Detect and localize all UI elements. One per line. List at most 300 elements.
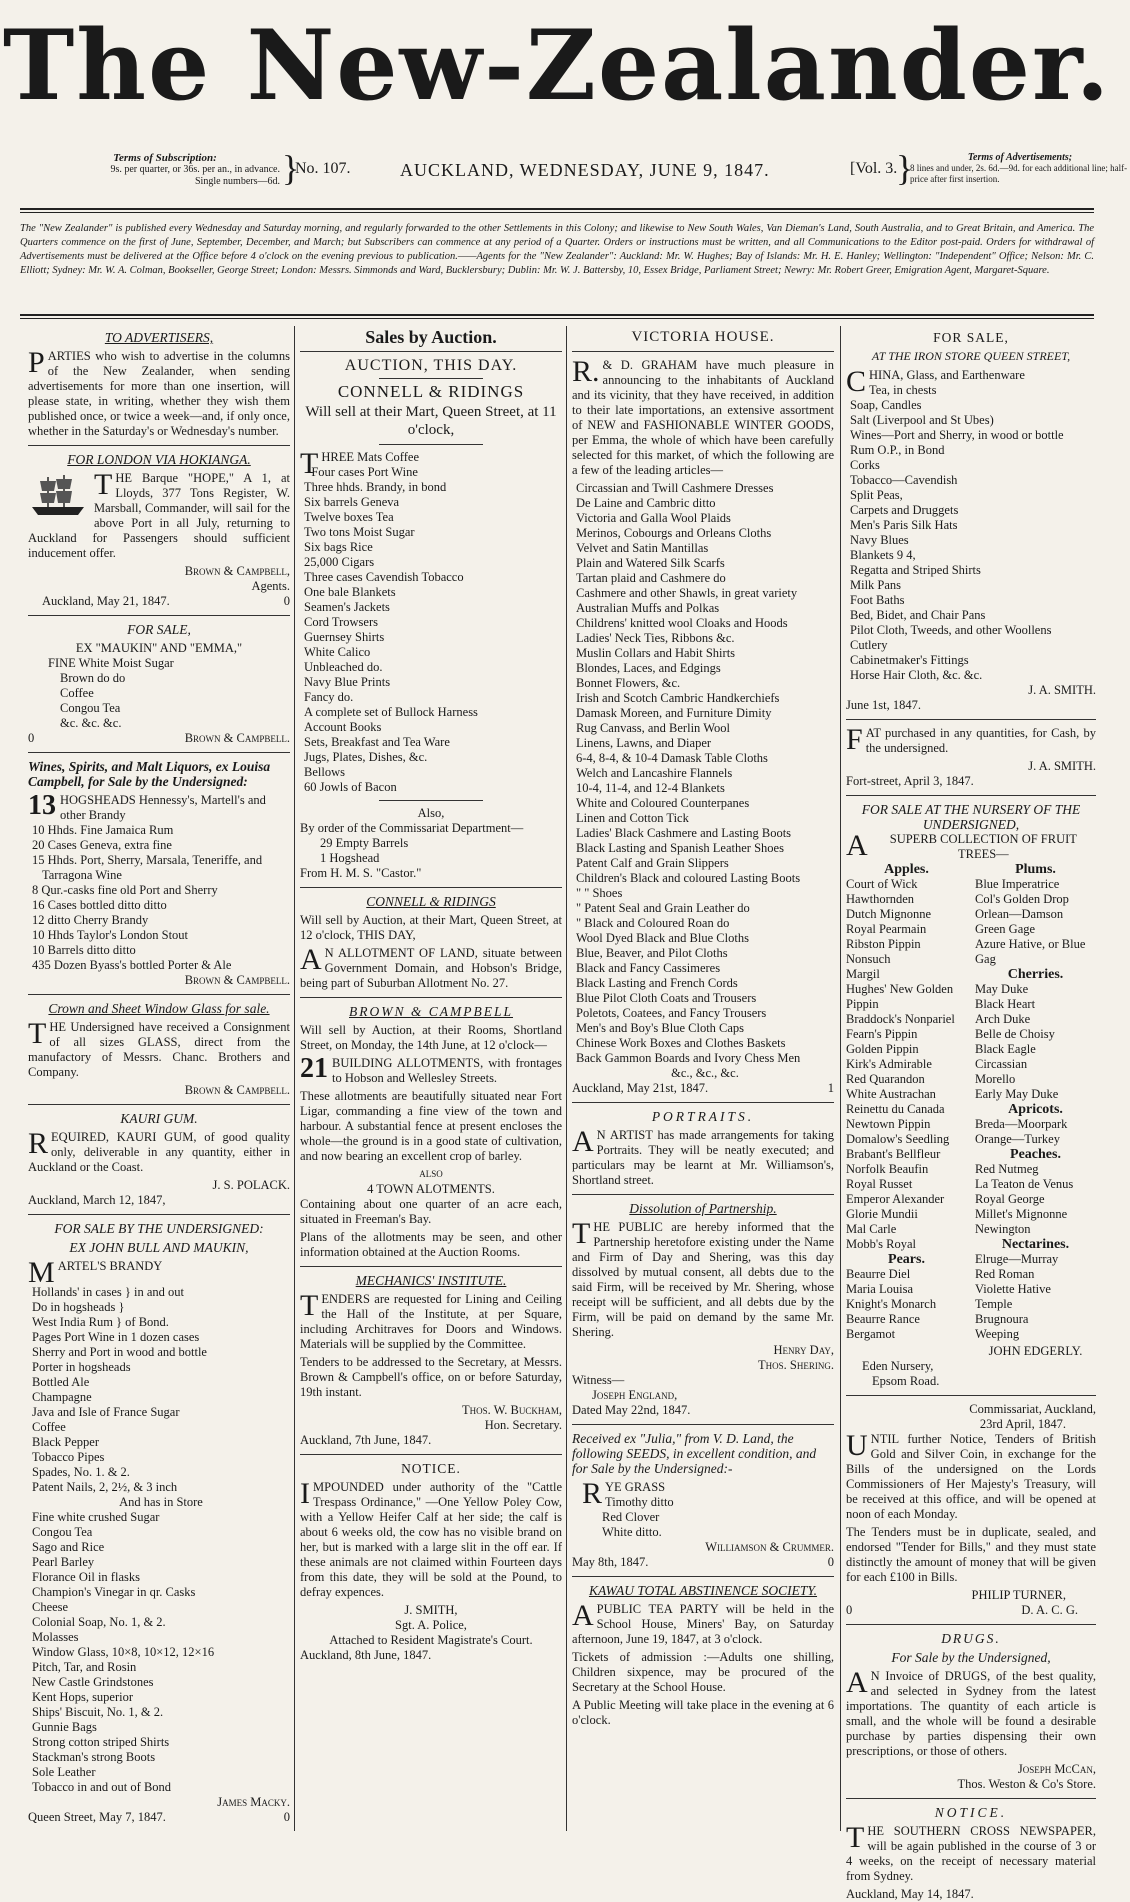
list-item: Elruge—Murray <box>975 1252 1059 1266</box>
list-item: Coffee <box>32 1420 66 1434</box>
iron-store-subheader: AT THE IRON STORE QUEEN STREET, <box>871 349 1071 363</box>
sale-header: FOR SALE, <box>127 622 191 637</box>
fat-text: FAT purchased in any quantities, for Cash, by the undersigned. <box>846 723 1096 756</box>
subscription-terms <box>50 152 280 188</box>
signature: J. A. SMITH. <box>1028 683 1096 697</box>
divider <box>20 212 1094 213</box>
brace-glyph: } <box>282 148 300 188</box>
divider <box>572 1576 834 1577</box>
divider <box>28 1104 290 1105</box>
goods-list <box>572 481 834 1081</box>
date-text: Queen Street, May 7, 1847. <box>28 1810 166 1824</box>
signature: Henry Day, <box>773 1343 834 1357</box>
divider <box>846 1624 1096 1625</box>
ship-icon <box>28 473 88 519</box>
date-text: June 1st, 1847. <box>846 698 921 712</box>
list-item: Kirk's Admirable <box>846 1057 932 1071</box>
plums-title: Plums. <box>1015 862 1056 877</box>
list-item: Pearl Barley <box>32 1555 95 1569</box>
signature: Joseph McCan, <box>1017 1762 1096 1776</box>
london-text: THE Barque "HOPE," A 1, at Lloyds, 377 Tons Register, W. Marsball, Commander, will sail for the above Port in all July, returning to Auckland for Passengers should sufficient inducement offer. <box>28 468 290 560</box>
divider <box>20 318 1094 319</box>
advertisers-header: TO ADVERTISERS, <box>104 330 214 345</box>
divider <box>28 752 290 753</box>
fruit-column-right <box>975 862 1096 1359</box>
advertisement-terms-line: 8 lines and under, 2s. 6d.—9d. for each additional line; half-price after first insertion. <box>910 163 1128 184</box>
list-item: 15 Hhds. Port, Sherry, Marsala, Teneriffe, and Tarragona Wine <box>32 853 263 882</box>
kawau-text: A Public Meeting will take place in the evening at 6 o'clock. <box>572 1698 834 1727</box>
list-item: Wines—Port and Sherry, in wood or bottle <box>850 428 1064 442</box>
commissariat-heading: 23rd April, 1847. <box>979 1417 1066 1431</box>
list-item: White Austrachan <box>846 1087 936 1101</box>
list-item: Champion's Vinegar in qr. Casks <box>32 1585 196 1599</box>
list-item: 16 Cases bottled ditto ditto <box>32 898 167 912</box>
signature: Thos. W. Buckham, <box>461 1403 562 1417</box>
list-item: Emperor Alexander <box>846 1192 945 1206</box>
list-item: Soap, Candles <box>850 398 922 412</box>
list-item: 6-4, 8-4, & 10-4 Damask Table Cloths <box>576 751 768 765</box>
list-item: Coffee <box>60 686 94 700</box>
list-item: Col's Golden Drop <box>975 892 1069 906</box>
auction-text: AN ALLOTMENT OF LAND, situate between Government Domain, and Hobson's Bridge, being part of Suburban Allotment No. 27. <box>300 943 562 990</box>
list-item: Black Lasting and Spanish Leather Shoes <box>576 841 784 855</box>
list-item: 20 Cases Geneva, extra fine <box>32 838 172 852</box>
list-item: THREE Mats Coffee <box>300 447 419 480</box>
list-item: Six barrels Geneva <box>304 495 400 509</box>
list-item: Ribston Pippin <box>846 937 921 951</box>
list-item: Linen and Cotton Tick <box>576 811 689 825</box>
divider <box>300 1454 562 1455</box>
victoria-intro: R.& D. GRAHAM have much pleasure in announcing to the inhabitants of Auckland and its vicinity, that they have received, in addition to their late importations, an extensive assortment of NEW and FASHIONABLE WINTER GOODS, per Emma, the whole of which have been carefully selected for this market, of which the following are a few of the leading articles— <box>572 355 834 477</box>
list-item: Sago and Rice <box>32 1540 105 1554</box>
brace-glyph: } <box>896 148 914 188</box>
list-item: Brugnoura <box>975 1312 1029 1326</box>
list-item: Salt (Liverpool and St Ubes) <box>850 413 994 427</box>
list-item: Maria Louisa <box>846 1282 913 1296</box>
publication-notice: The "New Zealander" is published every Wednesday and Saturday morning, and regularly forwarded to the other Settlements in this Colony; and likewise to New South Wales, Van Dieman's Land, South Australia, and to Great Britain, and America. The Quarters commence on the first of June, September, December, and March; but Subscribers can commence at any period of a Quarter. Orders or instructions must be written, and all Communications to the Editor post-paid. Orders for withdrawal of Advertisements must be delivered at the Office before 4 o'clock on the evening previous to publication.——Agents for the "New Zealander": Auckland: Mr. W. Hughes; Bay of Islands: Mr. H. E. Hanley; Wellington: "Independent" Office; Nelson: Mr. C. Elliott; Sydney: Mr. W. A. Colman, Bookseller, George Street; London: Messrs. Simmonds and Ward, Bucklersbury; Dublin: Mr. W. J. Battersby, 10, Essex Bridge, Parliament Street; Newry: Mr. Robert Greer, Emigration Agent, Margaret-Square. <box>20 223 1094 276</box>
notice-header: NOTICE. <box>401 1461 461 1476</box>
list-item: Golden Pippin <box>846 1042 919 1056</box>
signature: Hon. Secretary. <box>484 1418 562 1432</box>
list-item: Sole Leather <box>32 1765 96 1779</box>
list-item: Black Pepper <box>32 1435 99 1449</box>
divider <box>572 1102 834 1103</box>
column-3 <box>572 328 834 1731</box>
undersigned-first-item: MARTEL'S BRANDY <box>28 1256 163 1289</box>
wines-header: Wines, Spirits, and Malt Liquors, ex Louisa Campbell, for Sale by the Undersigned: <box>28 759 271 789</box>
list-item: Milk Pans <box>850 578 902 592</box>
list-item: Australian Muffs and Polkas <box>576 601 720 615</box>
signature: Brown & Campbell, <box>184 564 290 578</box>
list-item: 10 Hhds. Fine Jamaica Rum <box>32 823 174 837</box>
list-item: Seamen's Jackets <box>304 600 390 614</box>
nursery-location: Eden Nursery, <box>862 1359 934 1373</box>
list-item: Unbleached do. <box>304 660 383 674</box>
list-item: Colonial Soap, No. 1, & 2. <box>32 1615 166 1629</box>
divider <box>300 351 562 352</box>
nursery-location: Epsom Road. <box>872 1374 940 1388</box>
list-item: Weeping <box>975 1327 1020 1341</box>
divider <box>20 208 1094 210</box>
dated-line <box>28 594 290 609</box>
list-item: Timothy ditto <box>605 1495 674 1509</box>
divider <box>846 719 1096 720</box>
list-item: Dutch Mignonne <box>846 907 932 921</box>
list-item: White and Coloured Counterpanes <box>576 796 750 810</box>
list-item: Black Heart <box>975 997 1036 1011</box>
list-item: Morello <box>975 1072 1016 1086</box>
list-item: Twelve boxes Tea <box>304 510 394 524</box>
notice-text: THE SOUTHERN CROSS NEWSPAPER, will be again published in the course of 3 or 4 weeks, on the receipt of necessary material from Sydney. <box>846 1821 1096 1883</box>
iron-store-list <box>846 398 1096 683</box>
list-item: Sherry and Port in wood and bottle <box>32 1345 207 1359</box>
peaches-title: Peaches. <box>1010 1147 1061 1162</box>
list-item: Navy Blues <box>850 533 909 547</box>
dated-line <box>572 1555 834 1570</box>
ad-number: 0 <box>283 1810 290 1824</box>
undersigned-list <box>28 1285 290 1795</box>
list-item: Do in hogsheads } <box>32 1300 125 1314</box>
dated-line <box>28 731 290 746</box>
list-item: RYE GRASS <box>582 1477 666 1510</box>
signature: D. A. C. G. <box>1021 1603 1078 1617</box>
ad-number: 0 <box>28 731 35 745</box>
list-item: Bottled Ale <box>32 1375 90 1389</box>
list-item: West India Rum } of Bond. <box>32 1315 169 1329</box>
list-item: Velvet and Satin Mantillas <box>576 541 709 555</box>
nectarines-title: Nectarines. <box>1001 1237 1070 1252</box>
signature: Brown & Campbell. <box>184 1083 290 1097</box>
list-item: Linens, Lawns, and Diaper <box>576 736 712 750</box>
nursery-subheader: ASUPERB COLLECTION OF FRUIT TREES— <box>846 829 1077 862</box>
list-item: Stackman's strong Boots <box>32 1750 156 1764</box>
list-item: Patent Calf and Grain Slippers <box>576 856 729 870</box>
list-item: Black Lasting and French Cords <box>576 976 738 990</box>
list-item: Hawthornden <box>846 892 915 906</box>
list-item: Ladies' Neck Ties, Ribbons &c. <box>576 631 735 645</box>
list-item: Three cases Cavendish Tobacco <box>304 570 464 584</box>
list-item: Violette Hative <box>975 1282 1051 1296</box>
notice-header: NOTICE. <box>934 1805 1008 1820</box>
signature: J. SMITH, <box>404 1603 458 1617</box>
divider <box>846 1395 1096 1396</box>
list-item: Men's and Boy's Blue Cloth Caps <box>576 1021 745 1035</box>
divider <box>300 997 562 998</box>
list-item: &c. &c. &c. <box>60 716 122 730</box>
list-item: Bergamot <box>846 1327 896 1341</box>
signature: Agents. <box>251 579 290 593</box>
list-item: De Laine and Cambric ditto <box>576 496 716 510</box>
allotment-count: 21 <box>300 1053 328 1084</box>
list-item: 10-4, 11-4, and 12-4 Blankets <box>576 781 725 795</box>
witness-name: Joseph England, <box>592 1388 678 1402</box>
list-item: Tea, in chests <box>869 383 937 397</box>
pears-title: Pears. <box>888 1252 925 1267</box>
list-item: Pitch, Tar, and Rosin <box>32 1660 137 1674</box>
list-item: Welch and Lancashire Flannels <box>576 766 733 780</box>
date-text: Fort-street, April 3, 1847. <box>846 774 974 788</box>
auction-today: AUCTION, THIS DAY. <box>344 357 518 374</box>
list-item: Brown do do <box>60 671 126 685</box>
date-text: May 8th, 1847. <box>572 1555 649 1569</box>
list-item: Temple <box>975 1297 1013 1311</box>
from-line: From H. M. S. "Castor." <box>300 866 422 880</box>
list-item: Royal George <box>975 1192 1045 1206</box>
list-item: Hollands' in cases } in and out <box>32 1285 184 1299</box>
list-item: Cashmere and other Shawls, in great variety <box>576 586 798 600</box>
auction-text: These allotments are beautifully situated near Fort Ligar, commanding a fine view of the town and harbour. A substantial fence at present encloses the whole—the ground is in a good state of cultivation, and now bearing an excellent crop of barley. <box>300 1089 562 1163</box>
list-item: Spades, No. 1. & 2. <box>32 1465 130 1479</box>
list-item: Bonnet Flowers, &c. <box>576 676 681 690</box>
list-item: Fearn's Pippin <box>846 1027 918 1041</box>
drugs-text: AN Invoice of DRUGS, of the best quality, and selected in Sydney from the latest importations. The quantity of each article is small, and the whole will be found a desirable purchase by parties dispensing their own prescriptions, or those of others. <box>846 1666 1096 1758</box>
commissariat-text: UNTIL further Notice, Tenders of British Gold and Silver Coin, in exchange for the Bills of the undersigned on the Lords Commissioners of Her Majesty's Treasury, will be received at this office, and will be opened at noon of each Monday. <box>846 1429 1096 1521</box>
list-item: Plain and Watered Silk Scarfs <box>576 556 725 570</box>
signature: Thos. Weston & Co's Store. <box>957 1777 1096 1791</box>
sale-subheader: EX "MAUKIN" AND "EMMA," <box>75 641 243 655</box>
list-item: Sets, Breakfast and Tea Ware <box>304 735 450 749</box>
advertisement-terms-title: Terms of Advertisements; <box>967 152 1073 163</box>
list-item: Circassian and Twill Cashmere Dresses <box>576 481 774 495</box>
apples-title: Apples. <box>884 862 929 877</box>
auction-text: BUILDING ALLOTMENTS, with frontages to Hobson and Wellesley Streets. <box>332 1056 562 1085</box>
list-item: Chinese Work Boxes and Clothes Baskets <box>576 1036 786 1050</box>
divider <box>20 314 1094 316</box>
also-label: Also, <box>417 806 445 820</box>
drugs-header: DRUGS. <box>941 1631 1001 1646</box>
subscription-terms-line: 9s. per quarter, or 36s. per an., in advance. <box>110 164 280 175</box>
list-item: Blue Imperatrice <box>975 877 1060 891</box>
list-item: Damask Moreen, and Furniture Dimity <box>576 706 772 720</box>
column-1 <box>28 328 290 1825</box>
auctioneer-name: CONNELL & RIDINGS <box>337 382 525 401</box>
list-item: Royal Russet <box>846 1177 913 1191</box>
list-item: Red Quarandon <box>846 1072 925 1086</box>
list-item: White ditto. <box>602 1525 662 1539</box>
dated-line <box>572 1081 834 1096</box>
auction-text: Will sell by Auction, at their Rooms, Shortland Street, on Monday, the 14th June, at 12 o'clock— <box>300 1023 562 1052</box>
list-item: Blue, Beaver, and Pilot Cloths <box>576 946 728 960</box>
dissolution-header: Dissolution of Partnership. <box>629 1201 777 1216</box>
list-item: CHINA, Glass, and Earthenware <box>846 365 1025 398</box>
list-item: 60 Jowls of Bacon <box>304 780 397 794</box>
connell-ridings-header: CONNELL & RIDINGS <box>366 894 496 909</box>
iron-store-header: FOR SALE, <box>933 330 1009 345</box>
apricots-title: Apricots. <box>1008 1102 1063 1117</box>
mechanics-text: TENDERS are requested for Lining and Ceiling the Hall of the Institute, at per Square, including Architraves for Doors and Windows. Materials will be supplied by the Committee. <box>300 1289 562 1351</box>
list-item: Green Gage <box>975 922 1036 936</box>
divider <box>572 351 834 352</box>
kauri-header: KAURI GUM. <box>120 1111 198 1126</box>
divider <box>28 615 290 616</box>
auction-header: Sales by Auction. <box>365 327 497 347</box>
list-item: Molasses <box>32 1630 79 1644</box>
list-item: Braddock's Nonpariel <box>846 1012 955 1026</box>
undersigned-header: FOR SALE BY THE UNDERSIGNED: <box>54 1221 264 1236</box>
list-item: Congou Tea <box>60 701 121 715</box>
list-item: May Duke <box>975 982 1029 996</box>
list-item: Gunnie Bags <box>32 1720 97 1734</box>
divider <box>28 445 290 446</box>
list-item: Pages Port Wine in 1 dozen cases <box>32 1330 200 1344</box>
issue-date: AUCKLAND, WEDNESDAY, JUNE 9, 1847. <box>400 160 770 180</box>
list-item: Nonsuch <box>846 952 891 966</box>
list-item: &c., &c., &c. <box>671 1066 739 1080</box>
list-item: Brabant's Bellfleur <box>846 1147 941 1161</box>
ad-number: 0 <box>827 1555 834 1569</box>
list-item: Champagne <box>32 1390 92 1404</box>
portraits-text: AN ARTIST has made arrangements for taking Portraits. They will be neatly executed; and particulars may be learnt at Mr. Williamson's, Shortland street. <box>572 1125 834 1187</box>
wines-first-item <box>28 790 290 823</box>
list-item: Muslin Collars and Habit Shirts <box>576 646 736 660</box>
list-item: Rug Canvass, and Berlin Wool <box>576 721 730 735</box>
list-item: Orlean—Damson <box>975 907 1064 921</box>
list-item: Court of Wick <box>846 877 918 891</box>
divider <box>28 1214 290 1215</box>
undersigned-subheader: EX JOHN BULL AND MAUKIN, <box>69 1240 249 1255</box>
list-item: 29 Empty Barrels <box>320 836 409 850</box>
ad-number: 0 <box>846 1603 853 1617</box>
list-item: Millet's Mignonne <box>975 1207 1068 1221</box>
list-item: Men's Paris Silk Hats <box>850 518 958 532</box>
list-item: One bale Blankets <box>304 585 396 599</box>
list-item: Mobb's Royal <box>846 1237 916 1251</box>
list-item: Java and Isle of France Sugar <box>32 1405 180 1419</box>
auction-text: Containing about one quarter of an acre each, situated in Freeman's Bay. <box>300 1197 562 1226</box>
ad-number: 1 <box>827 1081 834 1095</box>
signature: Brown & Campbell. <box>184 731 290 745</box>
auction-text: Will sell by Auction, at their Mart, Queen Street, at 12 o'clock, THIS DAY, <box>300 913 562 942</box>
auction-text: Plans of the allotments may be seen, and other information obtained at the Auction Rooms. <box>300 1230 562 1259</box>
list-item: Knight's Monarch <box>846 1297 937 1311</box>
column-2 <box>300 328 562 1663</box>
list-item: Red Nutmeg <box>975 1162 1039 1176</box>
divider <box>572 1194 834 1195</box>
list-item: Merinos, Cobourgs and Orleans Cloths <box>576 526 772 540</box>
also-label: ALSO <box>419 1169 443 1179</box>
fruit-column-left <box>846 862 967 1359</box>
list-item: 10 Hhds Taylor's London Stout <box>32 928 189 942</box>
date-text: Auckland, March 12, 1847, <box>28 1193 166 1207</box>
list-item: 10 Barrels ditto ditto <box>32 943 136 957</box>
divider <box>846 1798 1096 1799</box>
seeds-header: Received ex "Julia," from V. D. Land, the following SEEDS, in excellent condition, and for Sale by the Undersigned:- <box>572 1431 817 1476</box>
signature: Thos. Shering. <box>758 1358 834 1372</box>
list-item: Tobacco Pipes <box>32 1450 105 1464</box>
list-item: And has in Store <box>119 1495 203 1509</box>
list-item: Blankets 9 4, <box>850 548 916 562</box>
list-item: Tartan plaid and Cashmere do <box>576 571 726 585</box>
list-item: Arch Duke <box>975 1012 1031 1026</box>
list-item: Breda—Moorpark <box>975 1117 1068 1131</box>
list-item: Congou Tea <box>32 1525 93 1539</box>
list-item: " Patent Seal and Grain Leather do <box>576 901 750 915</box>
list-item: White Calico <box>304 645 371 659</box>
dated-line <box>846 1603 1096 1618</box>
date-text: Auckland, May 14, 1847. <box>846 1887 974 1901</box>
list-item: Split Peas, <box>850 488 903 502</box>
list-item: Margil <box>846 967 880 981</box>
kawau-header: KAWAU TOTAL ABSTINENCE SOCIETY. <box>588 1583 818 1598</box>
issue-number: No. 107. <box>295 160 351 177</box>
date-text: Auckland, May 21st, 1847. <box>572 1081 709 1095</box>
kawau-text: Tickets of admission :—Adults one shilling, Children sixpence, may be procured of the Secretary at the School House. <box>572 1650 834 1694</box>
divider <box>28 994 290 995</box>
date-text: Auckland, 7th June, 1847. <box>300 1433 432 1447</box>
list-item: Belle de Choisy <box>975 1027 1055 1041</box>
fruit-columns <box>846 862 1096 1359</box>
list-item: Royal Pearmain <box>846 922 927 936</box>
wines-count: 13 <box>28 790 56 821</box>
list-item: 25,000 Cigars <box>304 555 375 569</box>
list-item: FINE White Moist Sugar <box>48 656 174 670</box>
list-item: Six bags Rice <box>304 540 373 554</box>
glass-text: THE Undersigned have received a Consignment of all sizes GLASS, direct from the manufactory of Messrs. Chanc. Brothers and Company. <box>28 1017 290 1079</box>
list-item: Wool Dyed Black and Blue Cloths <box>576 931 749 945</box>
list-item: Cord Trowsers <box>304 615 378 629</box>
list-item: Hughes' New Golden Pippin <box>846 982 954 1011</box>
list-item: Foot Baths <box>850 593 905 607</box>
list-item: Cabinetmaker's Fittings <box>850 653 969 667</box>
subscription-terms-title: Terms of Subscription: <box>113 152 217 164</box>
list-item: Cheese <box>32 1600 69 1614</box>
signature: PHILIP TURNER, <box>971 1588 1066 1602</box>
dissolution-text: THE PUBLIC are hereby informed that the Partnership heretofore existing under the Name and Firm of Day and Shering, was this day dissolved by mutual consent, all debts due to the said Firm, will be received by Mr. Shering, whose receipt will be sufficient, and all debts due by the Firm, will be paid on demand by the same Mr. Shering. <box>572 1217 834 1339</box>
list-item: Red Roman <box>975 1267 1035 1281</box>
list-item: Horse Hair Cloth, &c. &c. <box>850 668 983 682</box>
list-item: Porter in hogsheads <box>32 1360 131 1374</box>
divider <box>846 795 1096 796</box>
list-item: Children's Black and coloured Lasting Boots <box>576 871 801 885</box>
divider <box>572 1424 834 1425</box>
list-item: Beaurre Diel <box>846 1267 911 1281</box>
list-item: Tobacco in and out of Bond <box>32 1780 172 1794</box>
list-item: Guernsey Shirts <box>304 630 385 644</box>
masthead-title: The New-Zealander. <box>2 9 1112 122</box>
divider <box>379 800 484 801</box>
witness-label: Witness— <box>572 1373 625 1387</box>
list-item: Florance Oil in flasks <box>32 1570 140 1584</box>
list-item: Cutlery <box>850 638 888 652</box>
column-divider <box>840 326 841 1831</box>
list-item: Irish and Scotch Cambric Handkerchiefs <box>576 691 780 705</box>
list-item: Three hhds. Brandy, in bond <box>304 480 447 494</box>
advertisers-text: PARTIES who wish to advertise in the columns of the New Zealander, when sending advertisements for more than one insertion, will please state, in writing, whether they wish them published once, or twice a week—and, if only once, whether in the Saturday's or Wednesday's number. <box>28 346 290 438</box>
list-item: 12 ditto Cherry Brandy <box>32 913 149 927</box>
kawau-text: APUBLIC TEA PARTY will be held in the School House, Miners' Bay, on Saturday afternoon, June 19, 1847, at 3 o'clock. <box>572 1599 834 1646</box>
column-4 <box>846 328 1096 1902</box>
list-item: Domalow's Seedling <box>846 1132 950 1146</box>
portraits-header: PORTRAITS. <box>651 1109 755 1124</box>
signature: Sgt. A. Police, <box>395 1618 467 1632</box>
list-item: Carpets and Druggets <box>850 503 959 517</box>
signature: J. S. POLACK. <box>212 1178 290 1192</box>
list-item: 435 Dozen Byass's bottled Porter & Ale <box>32 958 232 972</box>
column-divider <box>566 326 567 1831</box>
brown-campbell-header: BROWN & CAMPBELL <box>349 1004 513 1019</box>
list-item: Two tons Moist Sugar <box>304 525 415 539</box>
dated-line <box>28 1810 290 1825</box>
list-item: A complete set of Bullock Harness <box>304 705 478 719</box>
list-item: Norfolk Beaufin <box>846 1162 929 1176</box>
date-text: Dated May 22nd, 1847. <box>572 1403 691 1417</box>
auction-text <box>300 1053 562 1086</box>
advertisement-terms <box>910 152 1130 185</box>
list-item: Navy Blue Prints <box>304 675 391 689</box>
kauri-text: REQUIRED, KAURI GUM, of good quality only, deliverable in any quantity, either in Auckland or the Coast. <box>28 1127 290 1174</box>
list-item: Corks <box>850 458 880 472</box>
list-item: Black Eagle <box>975 1042 1036 1056</box>
